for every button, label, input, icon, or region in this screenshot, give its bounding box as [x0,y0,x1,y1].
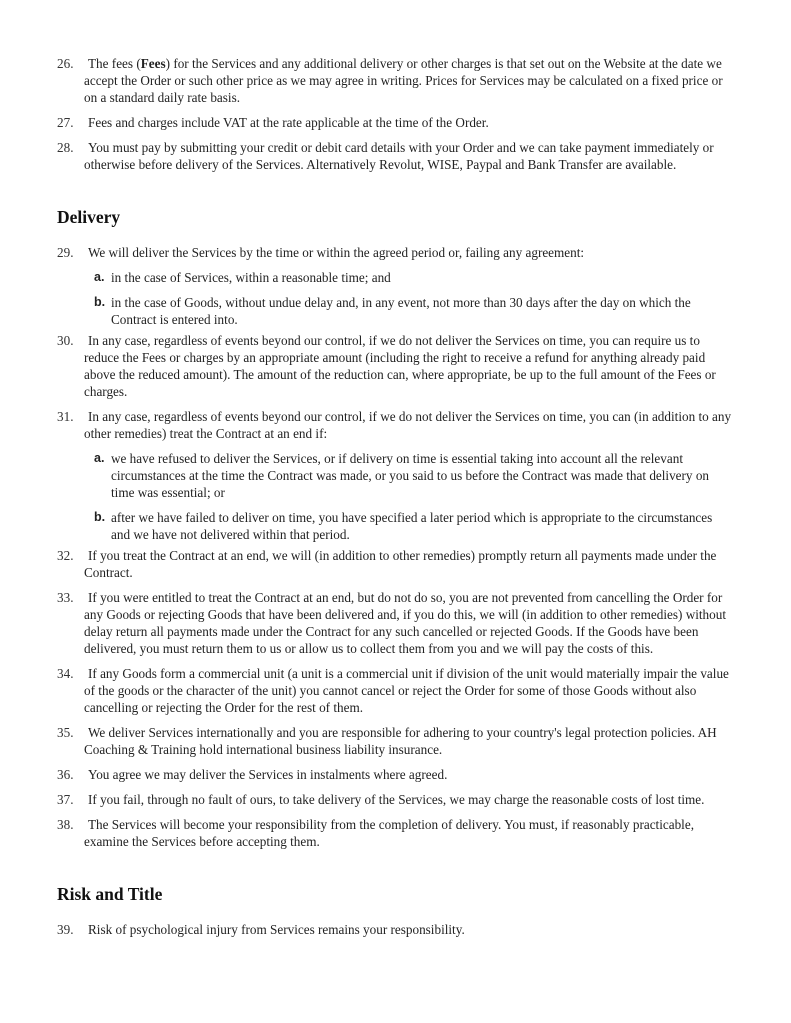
clause-text: In any case, regardless of events beyond our control, if we do not deliver the Services on time, you can require us to reduce the Fees or charges by an appropriate amount (including the right to receive a refund for anything already paid above the reduced amount). The amount of the reduction can, where appropriate, be up to the full amount of the Fees or charges. [84,333,716,399]
subclause [94,269,751,286]
clause-text: If you fail, through no fault of ours, to take delivery of the Services, we may charge the reasonable costs of lost time. [88,792,705,807]
clause-text: We deliver Services internationally and you are responsible for adhering to your country's legal protection policies. AH Coaching & Training hold international business liability insurance. [84,725,717,757]
clause-number: 29. [57,245,74,260]
clause-number: 39. [57,922,74,937]
clause-number: 27. [57,115,74,130]
subclause-letter: a. [94,270,105,284]
subclause [94,294,751,328]
clause-number: 32. [57,548,74,563]
clause-38 [57,816,751,850]
clause-number: 31. [57,409,74,424]
clause-text: The Services will become your responsibility from the completion of delivery. You must, if reasonably practicable, examine the Services before accepting them. [84,817,694,849]
clause-number: 37. [57,792,74,807]
subclause-text: in the case of Services, within a reasonable time; and [111,270,391,285]
clause-number: 35. [57,725,74,740]
section-heading-risk-and-title: Risk and Title [57,884,163,904]
clause-35 [57,724,751,758]
clause-37 [57,791,751,808]
clause-32 [57,547,751,581]
clause-34 [57,665,751,716]
clause-text: We will deliver the Services by the time or within the agreed period or, failing any agreement: [88,245,585,260]
clause-29 [57,244,751,261]
subclause-letter: b. [94,510,106,524]
clause-number: 38. [57,817,74,832]
clause-number: 30. [57,333,74,348]
clause-number: 26. [57,56,74,71]
clause-28 [57,139,751,173]
subclause-letter: b. [94,295,106,309]
clause-text: The fees (Fees) for the Services and any additional delivery or other charges is that set out on the Website at the date we accept the Order or such other price as we may agree in writing. Prices for Services may be calculated on a fixed price or on a standard daily rate basis. [84,56,723,105]
clause-number: 28. [57,140,74,155]
clause-30 [57,332,751,400]
subclause [94,509,751,543]
clause-26 [57,55,751,106]
clause-text: Fees and charges include VAT at the rate applicable at the time of the Order. [88,115,489,130]
clause-text: If any Goods form a commercial unit (a unit is a commercial unit if division of the unit would materially impair the value of the goods or the character of the unit) you cannot cancel or reject the Order for some of those Goods without also cancelling or rejecting the Order for the rest of them. [84,666,729,715]
clause-27 [57,114,751,131]
clause-33 [57,589,751,657]
clause-text: Risk of psychological injury from Services remains your responsibility. [88,922,465,937]
clause-36 [57,766,751,783]
clause-text: You agree we may deliver the Services in instalments where agreed. [88,767,448,782]
clause-39 [57,921,751,938]
defined-term: Fees [140,56,166,71]
clause-text: In any case, regardless of events beyond our control, if we do not deliver the Services on time, you can (in addition to any other remedies) treat the Contract at an end if: [84,409,732,441]
subclause-text: in the case of Goods, without undue delay and, in any event, not more than 30 days after the day on which the Contract is entered into. [111,295,691,327]
subclause-text: after we have failed to deliver on time, you have specified a later period which is appropriate to the circumstances and we have not delivered within that period. [111,510,713,542]
clause-31-sublist [57,450,751,543]
clause-text: If you treat the Contract at an end, we will (in addition to other remedies) promptly return all payments made under the Contract. [84,548,717,580]
clause-number: 36. [57,767,74,782]
clause-text: You must pay by submitting your credit or debit card details with your Order and we can take payment immediately or otherwise before delivery of the Services. Alternatively Revolut, WISE, Paypal and Bank Transfer are available. [84,140,714,172]
clause-31 [57,408,751,442]
clause-number: 33. [57,590,74,605]
section-heading-delivery: Delivery [57,207,121,227]
clause-29-sublist [57,269,751,328]
subclause-text: we have refused to deliver the Services, or if delivery on time is essential taking into account all the relevant circumstances at the time the Contract was made, or you said to us before the Contract was made that delivery on time was essential; or [111,451,710,500]
subclause [94,450,751,501]
subclause-letter: a. [94,451,105,465]
clause-text: If you were entitled to treat the Contract at an end, but do not do so, you are not prevented from cancelling the Order for any Goods or rejecting Goods that have been delivered and, if you do this, we will (in addition to other remedies) without delay return all payments made under the Contract for any such cancelled or rejected Goods. If the Goods have been delivered, you must return them to us or allow us to collect them from you and we will pay the costs of this. [84,590,727,656]
clause-number: 34. [57,666,74,681]
